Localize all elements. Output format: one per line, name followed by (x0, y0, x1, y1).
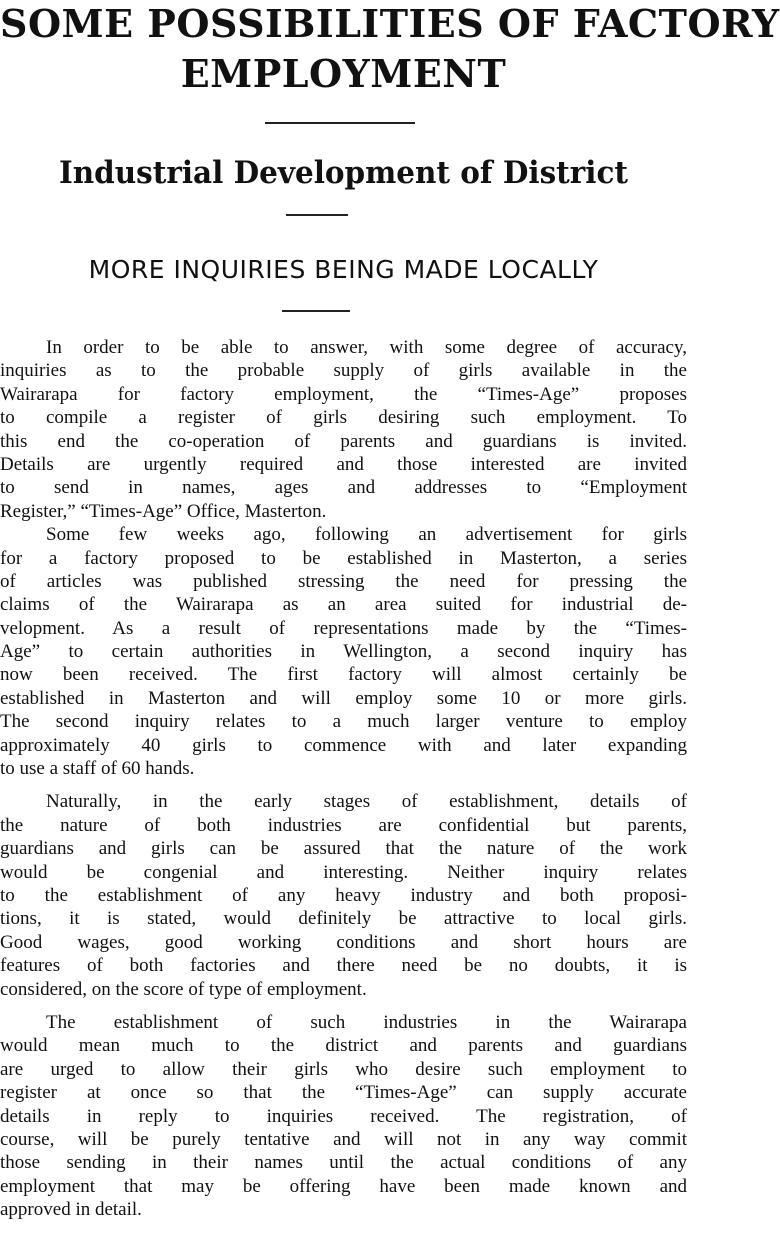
text-line: inquiries as to the probable supply of girls available in the (0, 360, 687, 382)
article-paragraph (0, 790, 687, 1001)
text-line: features of both factories and there need be no doubts, it is (0, 955, 687, 977)
article-paragraph (0, 1011, 687, 1222)
text-line: Register,” “Times-Age” Office, Masterton. (0, 500, 327, 522)
text-line: of articles was published stressing the need for pressing the (0, 570, 687, 592)
text-line: are urged to allow their girls who desire such employment to (0, 1058, 687, 1080)
tertiary-headline: MORE INQUIRIES BEING MADE LOCALLY (88, 255, 599, 284)
divider-rule (265, 122, 415, 124)
text-line: would mean much to the district and parents and guardians (0, 1035, 687, 1057)
divider-rule (286, 214, 348, 216)
headline-line-1: SOME POSSIBILITIES OF FACTORY (0, 1, 780, 46)
text-line: tions, it is stated, would definitely be attractive to local girls. (0, 908, 687, 930)
text-line: Naturally, in the early stages of establishment, details of (46, 791, 687, 813)
text-line: employment that may be offering have been made known and (0, 1175, 687, 1197)
text-line: The establishment of such industries in the Wairarapa (46, 1011, 687, 1033)
subheadline: Industrial Development of District (58, 155, 629, 191)
text-line: would be congenial and interesting. Neither inquiry relates (0, 861, 687, 883)
text-line: Good wages, good working conditions and short hours are (0, 931, 687, 953)
text-line: approved in detail. (0, 1199, 142, 1221)
article-paragraph (0, 523, 687, 780)
text-line: this end the co-operation of parents and guardians is invited. (0, 430, 687, 452)
text-line: register at once so that the “Times-Age” can supply accurate (0, 1082, 687, 1104)
text-line: those sending in their names until the actual conditions of any (0, 1152, 687, 1174)
text-line: Details are urgently required and those interested are invited (0, 453, 687, 475)
text-line: velopment. As a result of representations made by the “Times- (0, 617, 687, 639)
text-line: established in Masterton and will employ some 10 or more girls. (0, 687, 687, 709)
text-line: the nature of both industries are confidential but parents, (0, 814, 687, 836)
text-line: to compile a register of girls desiring such employment. To (0, 407, 687, 429)
article-body (0, 336, 687, 1221)
text-line: Some few weeks ago, following an advertisement for girls (46, 524, 687, 546)
text-line: In order to be able to answer, with some degree of accuracy, (46, 337, 687, 358)
text-line: claims of the Wairarapa as an area suited for industrial de- (0, 594, 687, 616)
text-line: guardians and girls can be assured that the nature of the work (0, 838, 687, 860)
text-line: considered, on the score of type of employment. (0, 978, 367, 1000)
text-line: Age” to certain authorities in Wellington, a second inquiry has (0, 641, 687, 663)
text-line: to use a staff of 60 hands. (0, 758, 195, 780)
text-line: now been received. The first factory will almost certainly be (0, 664, 687, 686)
text-line: approximately 40 girls to commence with and later expanding (0, 734, 687, 756)
text-line: to the establishment of any heavy industry and both proposi- (0, 884, 687, 906)
headline-line-2: EMPLOYMENT (180, 51, 507, 96)
divider-rule (282, 310, 350, 312)
text-line: The second inquiry relates to a much larger venture to employ (0, 711, 687, 733)
text-line: details in reply to inquiries received. The registration, of (0, 1105, 687, 1127)
text-line: to send in names, ages and addresses to “Employment (0, 477, 687, 499)
text-line: course, will be purely tentative and will not in any way commit (0, 1128, 687, 1150)
text-line: for a factory proposed to be established in Masterton, a series (0, 547, 687, 569)
text-line: Wairarapa for factory employment, the “Times-Age” proposes (0, 383, 687, 405)
article-paragraph (0, 336, 687, 523)
